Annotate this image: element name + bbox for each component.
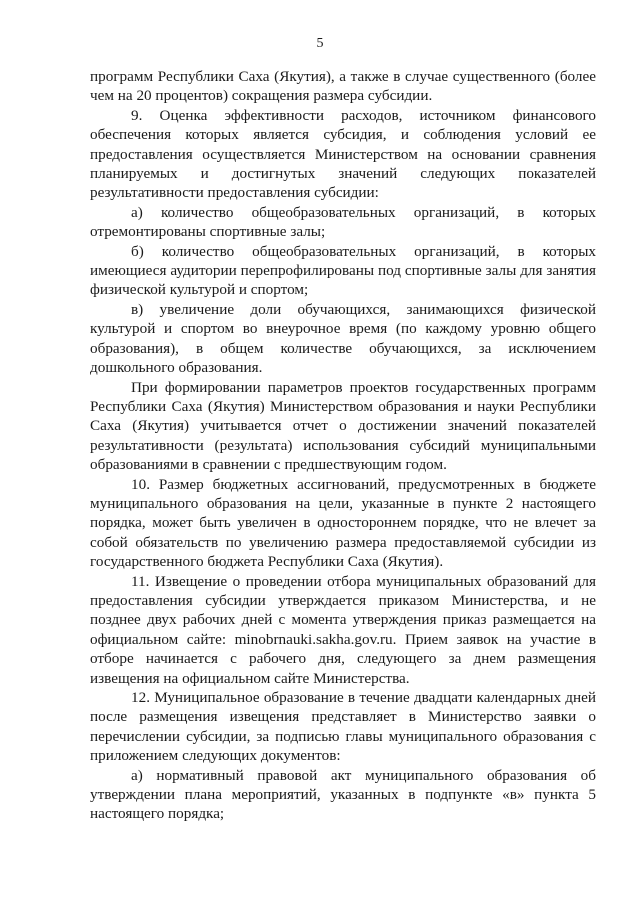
paragraph-item-12: 12. Муниципальное образование в течение двадцати календарных дней после размещения извещения представляет в Министерство заявки о перечислении субсидии, за подписью главы муниципального образования с приложением следующих документов: [90,689,596,765]
paragraph-item-9: 9. Оценка эффективности расходов, источником финансового обеспечения которых является субсидия, и соблюдения условий ее предоставления осуществляется Министерством на основании сравнения планируемых и достигнутых значений следующих показателей результативности предоставления субсидии: [90,106,596,202]
page-number: 5 [316,36,324,51]
paragraph-item-12-subitem-a: а) нормативный правовой акт муниципального образования об утверждении плана мероприятий, указанных в подпункте «в» пункта 5 настоящего порядка; [90,766,596,823]
document-body [90,67,596,824]
paragraph-program-parameters: При формировании параметров проектов государственных программ Республики Саха (Якутия) Министерством образования и науки Республики Саха (Якутия) учитывается отчет о достижении значений показателей результативности (результата) использования субсидий муниципальными образованиями в сравнении с предшествующим годом. [90,378,596,474]
paragraph-item-11: 11. Извещение о проведении отбора муниципальных образований для предоставления субсидии утверждается приказом Министерства, и не позднее двух рабочих дней с момента утверждения приказ размещается на официальном сайте: minobrnauki.sakha.gov.ru. Прием заявок на участие в отборе начинается с рабочего дня, следующего за днем размещения извещения на официальном сайте Министерства. [90,572,596,687]
paragraph-subitem-b: б) количество общеобразовательных организаций, в которых имеющиеся аудитории перепрофилированы под спортивные залы для занятия физической культурой и спортом; [90,242,596,299]
paragraph-intro-continuation: программ Республики Саха (Якутия), а также в случае существенного (более чем на 20 процентов) сокращения размера субсидии. [90,68,596,105]
paragraph-subitem-v: в) увеличение доли обучающихся, занимающихся физической культурой и спортом во внеурочное время (по каждому уровню общего образования), в общем количестве обучающихся, за исключением дошкольного образования. [90,300,596,377]
paragraph-item-10: 10. Размер бюджетных ассигнований, предусмотренных в бюджете муниципального образования на цели, указанные в пункте 2 настоящего порядка, может быть увеличен в одностороннем порядке, что не влечет за собой обязательств по увеличению размера предоставляемой субсидии из государственного бюджета Республики Саха (Якутия). [90,475,596,571]
paragraph-subitem-a: а) количество общеобразовательных организаций, в которых отремонтированы спортивные залы; [90,203,596,241]
